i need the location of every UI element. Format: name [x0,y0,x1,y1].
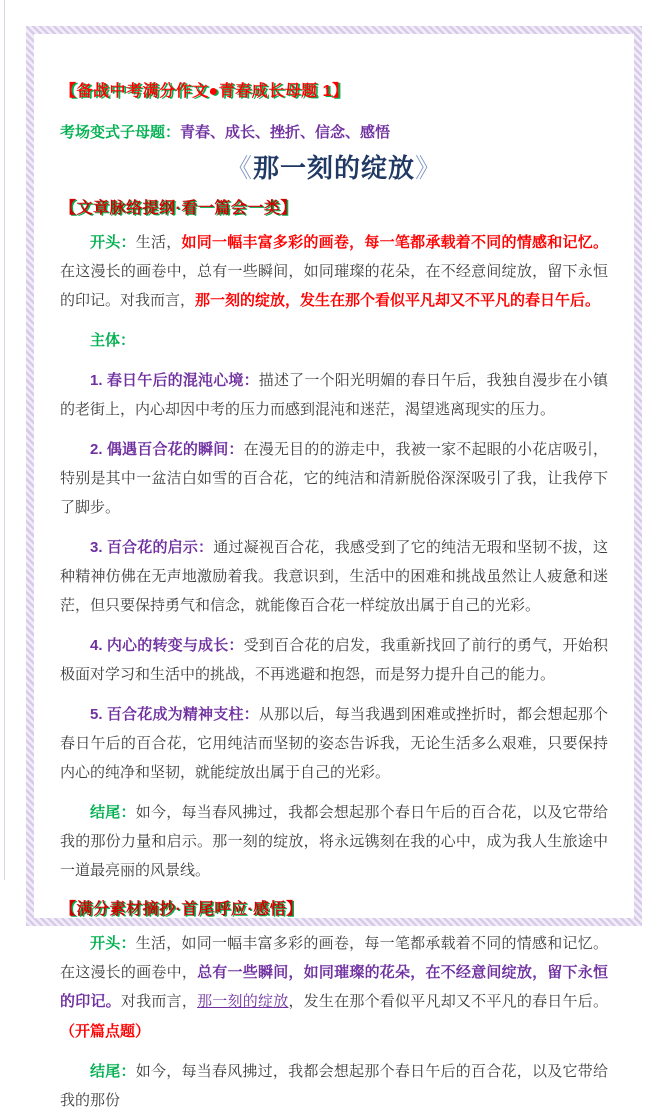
kaitou-label: 开头： [90,234,136,251]
opening2-text-3: ，发生在那个看似平凡却又不平凡的春日午后。 [288,994,608,1010]
outline-item-3 [60,533,608,621]
outline-item-4-label: 4. 内心的转变与成长： [90,637,244,654]
page-edge-line [4,0,5,880]
closing-text: 如今，每当春风拂过，我都会想起那个春日午后的百合花，以及它带给我的那份力量和启示。那一刻的绽放，将永远镌刻在我的心中，成为我人生旅途中一道最亮丽的风景线。 [60,805,608,879]
opening-red-emphasis-2: 那一刻的绽放，发生在那个看似平凡却又不平凡的春日午后。 [195,293,601,309]
jiewei2-label: 结尾： [90,1063,136,1080]
outline-item-1-label: 1. 春日午后的混沌心境： [90,372,259,389]
outline-item-3-label: 3. 百合花的启示： [90,539,214,556]
subtitle-topics: 青春、成长、挫折、信念、感悟 [180,124,391,141]
opening-text-2: 在这漫长的画卷中，总有一些瞬间，如同璀璨的花朵，在不经意间绽放，留下永恒的印记。对我而言， [60,264,608,309]
closing2-text: 如今，每当春风拂过，我都会想起那个春日午后的百合花，以及它带给我的那份 [60,1064,608,1109]
outline-item-4 [60,631,608,690]
title-open-bracket: 《 [225,153,253,183]
outline-item-5-text: 从那以后，每当我遇到困难或挫折时，都会想起那个春日午后的百合花，它用纯洁而坚韧的姿态告诉我，无论生活多么艰难，只要保持内心的纯净和坚韧，就能绽放出属于自己的光彩。 [60,707,608,781]
section1-closing-paragraph [60,798,608,886]
opening2-red-note: （开篇点题） [60,1023,151,1040]
section2-closing-paragraph [60,1057,608,1116]
outline-item-2-label: 2. 偶遇百合花的瞬间： [90,441,244,458]
zhuti-label: 主体： [90,332,136,349]
jiewei-label: 结尾： [90,804,136,821]
opening-red-emphasis-1: 如同一幅丰富多彩的画卷，每一笔都承载着不同的情感和记忆。 [181,235,608,251]
outline-item-5 [60,700,608,788]
opening2-text-2: 对我而言， [120,994,198,1010]
essay-title-text: 那一刻的绽放 [252,153,415,183]
striped-page-border [26,26,642,1109]
section1-opening-paragraph [60,228,608,316]
outline-item-3-text: 通过凝视百合花，我感受到了它的纯洁无瑕和坚韧不拔，这种精神仿佛在无声地激励着我。我意识到，生活中的困难和挑战虽然让人疲惫和迷茫，但只要保持勇气和信念，就能像百合花一样绽放出属于自己的光彩。 [60,540,608,614]
opening2-underlined-phrase: 那一刻的绽放 [197,994,289,1010]
title-close-bracket: 》 [415,153,443,183]
outline-item-2 [60,435,608,523]
outline-item-2-text: 在漫无目的的游走中，我被一家不起眼的小花店吸引，特别是其中一盆洁白如雪的百合花，它的纯洁和清新脱俗深深吸引了我，让我停下了脚步。 [60,442,608,516]
section1-body-label [60,326,608,356]
kaitou2-label: 开头： [90,935,136,952]
document-sheet [34,34,634,1109]
essay-title [60,148,608,185]
opening-text-1: 生活， [135,235,182,251]
outline-item-1-text: 描述了一个阳光明媚的春日午后，我独自漫步在小镇的老街上，内心却因中考的压力而感到混沌和迷茫，渴望逃离现实的压力。 [60,373,608,418]
outline-item-5-label: 5. 百合花成为精神支柱： [90,706,259,723]
subtitle-line [60,121,608,142]
opening2-purple-emphasis: 总有一些瞬间，如同璀璨的花朵，在不经意间绽放，留下永恒的印记。 [60,965,608,1010]
opening2-text-1: 生活，如同一幅丰富多彩的画卷，每一笔都承载着不同的情感和记忆。在这漫长的画卷中， [60,936,608,981]
subtitle-label: 考场变式子母题： [60,124,181,141]
section2-opening-paragraph [60,929,608,1047]
section2-heading: 【满分素材摘抄·首尾呼应·感悟】 [60,901,303,918]
section1-heading: 【文章脉络提纲·看一篇会一类】 [60,200,297,217]
outline-item-4-text: 受到百合花的启发，我重新找回了前行的勇气，开始积极面对学习和生活中的挑战，不再逃避和抱怨，而是努力提升自己的能力。 [60,638,608,683]
document-tag-heading: 【备战中考满分作文●青春成长母题 1】 [60,83,349,100]
outline-item-1 [60,366,608,425]
